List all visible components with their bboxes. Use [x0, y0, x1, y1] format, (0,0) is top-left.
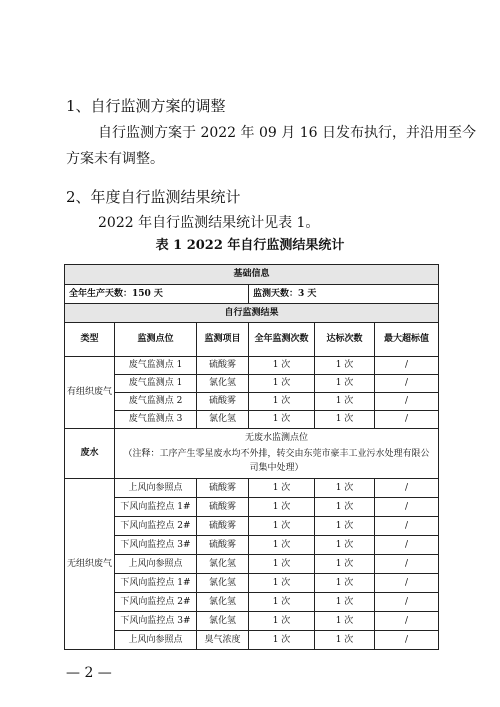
table-caption: 表 1 2022 年自行监测结果统计: [155, 238, 345, 253]
monitoring-results-table: [64, 264, 439, 650]
table-row: [65, 555, 439, 574]
wastewater-row: [65, 429, 439, 479]
count-cell: 1 次: [249, 517, 315, 536]
count-cell: 1 次: [249, 498, 315, 517]
compliant-cell: 1 次: [315, 536, 375, 555]
table-row: [65, 574, 439, 593]
table-row: [65, 536, 439, 555]
compliant-cell: 1 次: [315, 574, 375, 593]
point-cell: 废气监测点 1: [115, 357, 197, 375]
item-cell: 氯化氢: [197, 574, 249, 593]
header-item: 监测项目: [197, 323, 249, 357]
count-cell: 1 次: [249, 574, 315, 593]
table-row: [65, 498, 439, 517]
point-cell: 上风向参照点: [115, 555, 197, 574]
header-point: 监测点位: [115, 323, 197, 357]
header-compliant-count: 达标次数: [315, 323, 375, 357]
header-annual-count: 全年监测次数: [249, 323, 315, 357]
point-cell: 下风向监控点 2#: [115, 593, 197, 612]
compliant-cell: 1 次: [315, 375, 375, 393]
exceed-cell: /: [375, 555, 439, 574]
type-unorganized: 无组织废气: [65, 479, 115, 650]
point-cell: 废气监测点 2: [115, 393, 197, 411]
count-cell: 1 次: [249, 479, 315, 498]
item-cell: 硫酸雾: [197, 357, 249, 375]
count-cell: 1 次: [249, 593, 315, 612]
compliant-cell: 1 次: [315, 357, 375, 375]
section-1-paragraph-line-2: 方案未有调整。: [66, 151, 164, 167]
table-row: [65, 357, 439, 375]
monitoring-days: 监测天数：3 天: [249, 285, 439, 304]
item-cell: 臭气浓度: [197, 631, 249, 650]
count-cell: 1 次: [249, 555, 315, 574]
type-organized: 有组织废气: [65, 357, 115, 429]
point-cell: 下风向监控点 3#: [115, 612, 197, 631]
section-1-heading: 1、自行监测方案的调整: [66, 97, 226, 115]
section-2-heading: 2、年度自行监测结果统计: [66, 188, 241, 206]
count-cell: 1 次: [249, 631, 315, 650]
item-cell: 氯化氢: [197, 375, 249, 393]
section-1-paragraph-line-1: 自行监测方案于 2022 年 09 月 16 日发布执行，并沿用至今: [98, 125, 476, 141]
basic-info-title: 基础信息: [65, 265, 439, 285]
item-cell: 氯化氢: [197, 612, 249, 631]
point-cell: 下风向监控点 2#: [115, 517, 197, 536]
compliant-cell: 1 次: [315, 555, 375, 574]
item-cell: 硫酸雾: [197, 393, 249, 411]
compliant-cell: 1 次: [315, 612, 375, 631]
exceed-cell: /: [375, 517, 439, 536]
table-row: [65, 375, 439, 393]
basic-info-title-row: [65, 265, 439, 285]
compliant-cell: 1 次: [315, 498, 375, 517]
header-row: [65, 323, 439, 357]
table-row: [65, 393, 439, 411]
production-days: 全年生产天数：150 天: [65, 285, 249, 304]
table-row: [65, 479, 439, 498]
exceed-cell: /: [375, 536, 439, 555]
compliant-cell: 1 次: [315, 593, 375, 612]
type-wastewater: 废水: [65, 429, 115, 479]
header-type: 类型: [65, 323, 115, 357]
point-cell: 废气监测点 3: [115, 411, 197, 429]
item-cell: 硫酸雾: [197, 517, 249, 536]
count-cell: 1 次: [249, 375, 315, 393]
compliant-cell: 1 次: [315, 393, 375, 411]
count-cell: 1 次: [249, 536, 315, 555]
exceed-cell: /: [375, 593, 439, 612]
compliant-cell: 1 次: [315, 479, 375, 498]
point-cell: 下风向监控点 1#: [115, 574, 197, 593]
count-cell: 1 次: [249, 393, 315, 411]
table-row: [65, 411, 439, 429]
item-cell: 氯化氢: [197, 593, 249, 612]
table-row: [65, 612, 439, 631]
wastewater-note: （注释：工序产生零星废水均不外排，转交由东莞市豪丰工业污水处理有限公司集中处理）: [123, 448, 430, 473]
results-title: 自行监测结果: [65, 304, 439, 323]
count-cell: 1 次: [249, 357, 315, 375]
item-cell: 硫酸雾: [197, 498, 249, 517]
exceed-cell: /: [375, 479, 439, 498]
exceed-cell: /: [375, 411, 439, 429]
compliant-cell: 1 次: [315, 411, 375, 429]
table-row: [65, 593, 439, 612]
section-2-paragraph: 2022 年自行监测结果统计见表 1。: [98, 215, 320, 231]
point-cell: 下风向监控点 1#: [115, 498, 197, 517]
exceed-cell: /: [375, 631, 439, 650]
count-cell: 1 次: [249, 411, 315, 429]
item-cell: 硫酸雾: [197, 479, 249, 498]
header-max-exceed: 最大超标值: [375, 323, 439, 357]
page-number: — 2 —: [66, 665, 112, 681]
results-title-row: [65, 304, 439, 323]
compliant-cell: 1 次: [315, 517, 375, 536]
point-cell: 上风向参照点: [115, 631, 197, 650]
exceed-cell: /: [375, 574, 439, 593]
exceed-cell: /: [375, 393, 439, 411]
wastewater-note-cell: [115, 429, 439, 479]
item-cell: 硫酸雾: [197, 536, 249, 555]
point-cell: 下风向监控点 3#: [115, 536, 197, 555]
days-row: [65, 285, 439, 304]
table-row: [65, 517, 439, 536]
compliant-cell: 1 次: [315, 631, 375, 650]
point-cell: 上风向参照点: [115, 479, 197, 498]
table-row: [65, 631, 439, 650]
point-cell: 废气监测点 1: [115, 375, 197, 393]
count-cell: 1 次: [249, 612, 315, 631]
wastewater-no-point: 无废水监测点位: [245, 432, 309, 443]
exceed-cell: /: [375, 357, 439, 375]
exceed-cell: /: [375, 498, 439, 517]
exceed-cell: /: [375, 612, 439, 631]
item-cell: 氯化氢: [197, 555, 249, 574]
exceed-cell: /: [375, 375, 439, 393]
item-cell: 氯化氢: [197, 411, 249, 429]
